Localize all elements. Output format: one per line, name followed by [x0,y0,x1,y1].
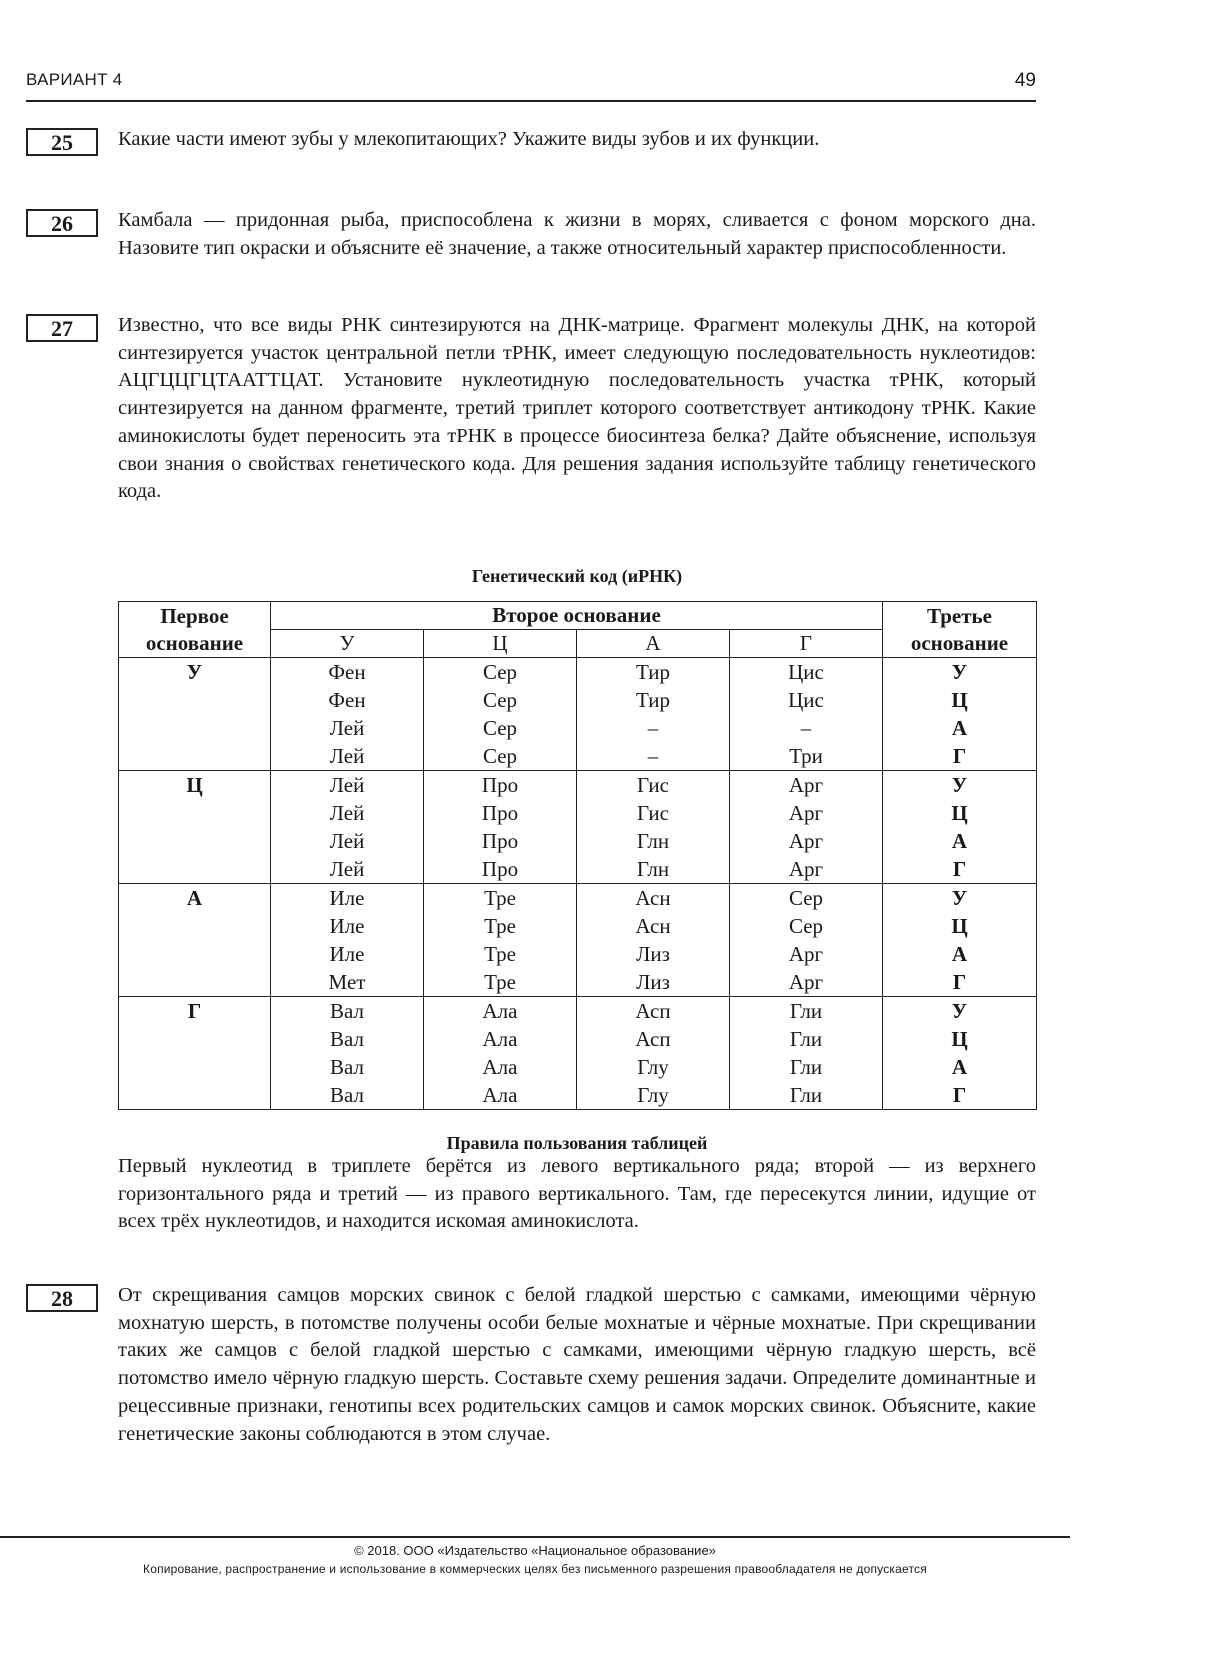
amino-acid: Про [481,829,519,853]
amino-acid: Про [481,857,519,881]
task-number: 25 [26,128,98,156]
code-row-group [119,771,1037,884]
third-base-cell [883,771,1037,884]
amino-acid: Вал [330,999,364,1023]
amino-acid: Гли [789,1027,823,1051]
amino-acid: Иле [329,914,365,938]
amino-acid-column [730,771,883,884]
amino-acid: Сер [788,886,824,910]
amino-acid: Лей [329,801,365,825]
amino-acid-column [577,884,730,997]
third-base: А [951,829,968,853]
amino-acid: Тре [484,970,516,994]
amino-acid: Глу [637,1055,669,1079]
amino-acid: Сер [482,744,518,768]
task-text: Камбала — придонная рыба, приспособлена к жизни в морях, сливается с фоном морского дна. Назовите тип окраски и объясните её значение, а также относительный характер приспособленности. [118,209,1036,259]
amino-acid: Лей [329,773,365,797]
third-base: А [951,716,968,740]
amino-acid: Арг [788,970,824,994]
code-row-group [119,997,1037,1110]
amino-acid: Лиз [636,942,670,966]
first-base-cell: Г [119,997,271,1110]
header-first-base: Первое основание [119,602,271,658]
amino-acid: Гли [789,1055,823,1079]
amino-acid: Арг [788,773,824,797]
amino-acid: Про [481,773,519,797]
amino-acid: Сер [788,914,824,938]
amino-acid-column [577,997,730,1110]
amino-acid: Вал [330,1055,364,1079]
amino-acid-column [271,997,424,1110]
third-base: У [951,660,968,684]
header-third-base: Третье основание [883,602,1037,658]
amino-acid: Сер [482,716,518,740]
page-header [26,66,1036,102]
second-base-a: А [577,630,730,658]
amino-acid-column [424,658,577,771]
third-base: У [951,773,968,797]
variant-label: ВАРИАНТ 4 [26,70,123,89]
amino-acid: Мет [328,970,366,994]
amino-acid: Гли [789,1083,823,1107]
amino-acid: Асп [635,999,671,1023]
amino-acid: Иле [329,886,365,910]
amino-acid: Асн [635,914,671,938]
amino-acid-column [730,884,883,997]
amino-acid: Тре [484,942,516,966]
first-base-cell: Ц [119,771,271,884]
header-second-base: Второе основание [271,602,883,630]
amino-acid: Вал [330,1027,364,1051]
code-row-group [119,658,1037,771]
amino-acid: Лей [329,829,365,853]
rules-title: Правила пользования таблицей [446,1133,708,1153]
third-base: У [951,886,968,910]
footer-notice: Копирование, распространение и использование в коммерческих целях без письменного разрешения правообладателя не допускается [143,1562,927,1576]
second-base-c: Ц [424,630,577,658]
amino-acid: Тре [484,914,516,938]
amino-acid-column [424,884,577,997]
amino-acid: Тир [635,660,671,684]
amino-acid-column [271,771,424,884]
amino-acid: Ала [482,1083,518,1107]
third-base-cell [883,884,1037,997]
amino-acid-column [271,884,424,997]
amino-acid: Про [481,801,519,825]
amino-acid: Сер [482,688,518,712]
third-base: Г [952,744,967,768]
amino-acid: Глу [637,1083,669,1107]
task-number: 27 [26,314,98,342]
amino-acid: Арг [788,829,824,853]
amino-acid: Лей [329,744,365,768]
amino-acid: Арг [788,801,824,825]
amino-acid: – [800,716,812,740]
amino-acid: Асп [635,1027,671,1051]
amino-acid: Три [789,744,823,768]
amino-acid: Ала [482,999,518,1023]
third-base: Ц [951,1027,968,1051]
task-number: 28 [26,1284,98,1312]
amino-acid-column [271,658,424,771]
task-text: От скрещивания самцов морских свинок с белой гладкой шерстью с самками, имеющими чёрную мохнатую шерсть, в потомстве получены особи белые мохнатые и чёрные мохнатые. При скрещивании таких же самцов с белой гладкой шерстью с самками, имеющими чёрную гладкую шерсть, всё потомство имело чёрную гладкую шерсть. Составьте схему решения задачи. Определите доминантные и рецессивные признаки, генотипы всех родительских самцов и самок морских свинок. Объясните, какие генетические законы соблюдаются в этом случае. [118,1284,1036,1445]
amino-acid: Фен [328,660,366,684]
task-number: 26 [26,209,98,237]
amino-acid: Вал [330,1083,364,1107]
amino-acid: – [647,716,659,740]
amino-acid: Арг [788,857,824,881]
footer-divider [0,1536,1070,1538]
second-base-u: У [271,630,424,658]
amino-acid: Цис [788,660,824,684]
amino-acid: Лей [329,857,365,881]
amino-acid: Тре [484,886,516,910]
page-number: 49 [1014,70,1036,91]
first-base-cell: А [119,884,271,997]
third-base: А [951,1055,968,1079]
third-base: Ц [951,914,968,938]
third-base: Г [952,857,967,881]
amino-acid: Арг [788,942,824,966]
amino-acid: – [647,744,659,768]
third-base: Ц [951,688,968,712]
genetic-code-table [118,601,1037,1110]
amino-acid-column [424,771,577,884]
amino-acid: Гис [637,773,669,797]
second-base-g: Г [730,630,883,658]
amino-acid: Иле [329,942,365,966]
amino-acid: Глн [636,857,670,881]
third-base-cell [883,997,1037,1110]
amino-acid: Фен [328,688,366,712]
amino-acid: Ала [482,1027,518,1051]
task-26 [26,207,1036,262]
amino-acid-column [424,997,577,1110]
amino-acid: Цис [788,688,824,712]
amino-acid: Асн [635,886,671,910]
third-base: Г [952,970,967,994]
amino-acid-column [577,771,730,884]
amino-acid: Сер [482,660,518,684]
amino-acid: Глн [636,829,670,853]
task-27 [26,312,1036,506]
third-base: Г [952,1083,967,1107]
third-base: Ц [951,801,968,825]
third-base: У [951,999,968,1023]
task-25 [26,126,1036,154]
first-base-cell: У [119,658,271,771]
amino-acid-column [577,658,730,771]
code-row-group [119,884,1037,997]
amino-acid-column [730,997,883,1110]
task-28 [26,1282,1036,1448]
amino-acid: Ала [482,1055,518,1079]
footer-copyright: © 2018. ООО «Издательство «Национальное образование» [354,1543,716,1558]
task-text: Какие части имеют зубы у млекопитающих? Укажите виды зубов и их функции. [118,128,820,150]
amino-acid: Лиз [636,970,670,994]
amino-acid: Тир [635,688,671,712]
third-base: А [951,942,968,966]
rules-text: Первый нуклеотид в триплете берётся из левого вертикального ряда; второй — из верхнего горизонтального ряда и третий — из правого вертикального. Там, где пересекутся линии, идущие от всех трёх нуклеотидов, и находится искомая аминокислота. [118,1155,1036,1233]
amino-acid: Гис [637,801,669,825]
third-base-cell [883,658,1037,771]
table-caption: Генетический код (иРНК) [471,566,683,586]
amino-acid: Гли [789,999,823,1023]
amino-acid-column [730,658,883,771]
amino-acid: Лей [329,716,365,740]
task-text: Известно, что все виды РНК синтезируются на ДНК-матрице. Фрагмент молекулы ДНК, на которой синтезируется участок центральной петли тРНК, имеет следующую последовательность нуклеотидов: АЦГЦЦГЦТААТТЦАТ. Установите нуклеотидную последовательность участка тРНК, который синтезируется на данном фрагменте, третий триплет которого соответствует антикодону тРНК. Какие аминокислоты будет переносить эта тРНК в процессе биосинтеза белка? Дайте объяснение, используя свои знания о свойствах генетического кода. Для решения задания используйте таблицу генетического кода. [118,314,1036,503]
